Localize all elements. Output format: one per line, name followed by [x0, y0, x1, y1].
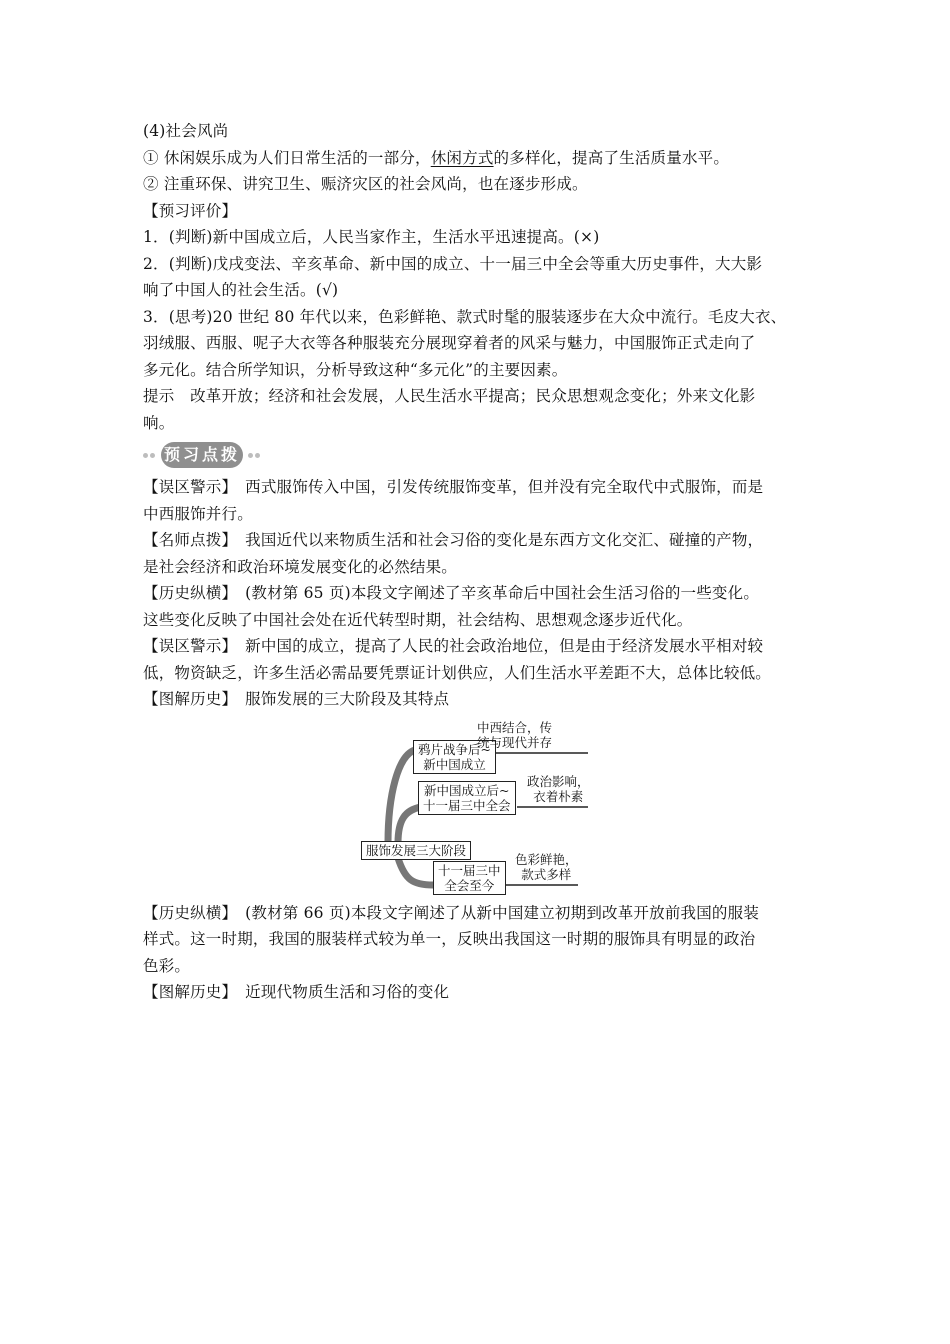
question-3-line-1: 3．(思考)20 世纪 80 年代以来，色彩鲜艳、款式时髦的服装逐步在大众中流行。毛皮大衣、	[143, 307, 787, 326]
document-page	[143, 118, 823, 1006]
root-label: 服饰发展三大阶段	[366, 842, 467, 858]
note-3-line-1: 【历史纵横】 (教材第 65 页)本段文字阐述了辛亥革命后中国社会生活习俗的一些变化。	[143, 584, 760, 602]
hint-line-2: 响。	[143, 413, 175, 432]
feature-1-line-1: 中西结合，传	[477, 719, 553, 735]
stage-3-node	[433, 861, 506, 895]
question-2-line-2: 响了中国人的社会生活。(√)	[143, 281, 339, 299]
stage-1-line-2: 新中国成立	[423, 756, 486, 772]
question-1: 1．(判断)新中国成立后，人民当家作主，生活水平迅速提高。(×)	[143, 228, 600, 246]
feature-3-line-1: 色彩鲜艳，	[515, 851, 578, 867]
feature-2-line-1: 政治影响，	[527, 773, 590, 789]
item1-text-pre: ① 休闲娱乐成为人们日常生活的一部分，	[143, 148, 431, 167]
feature-3-line-2: 款式多样	[521, 866, 572, 882]
dots-right-icon	[248, 453, 260, 459]
feature-2-note	[527, 774, 590, 804]
question-3-line-3: 多元化。结合所学知识，分析导致这种“多元化”的主要因素。	[143, 360, 568, 379]
note-1-line-1: 【误区警示】 西式服饰传入中国，引发传统服饰变革，但并没有完全取代中式服饰，而是	[143, 478, 764, 496]
clothing-stages-diagram	[143, 715, 823, 900]
note-1-line-2: 中西服饰并行。	[143, 504, 253, 523]
note-2-line-1: 【名师点拨】 我国近代以来物质生活和社会习俗的变化是东西方文化交汇、碰撞的产物，	[143, 531, 764, 549]
underlined-term: 休闲方式	[430, 148, 494, 167]
item1-text-post: 的多样化，提高了生活质量水平。	[493, 148, 730, 167]
banner-label: 预习点拨	[161, 442, 243, 468]
feature-3-note	[515, 852, 578, 882]
feature-1-note	[477, 720, 552, 750]
history-note-line-2: 样式。这一时期，我国的服装样式较为单一，反映出我国这一时期的服饰具有明显的政治	[143, 930, 756, 948]
stage-2-line-1: 新中国成立后~	[424, 782, 510, 798]
note-4-line-2: 低，物资缺乏，许多生活必需品要凭票证计划供应，人们生活水平差距不大，总体比较低。	[143, 663, 772, 682]
stage-3-line-2: 全会至今	[444, 877, 495, 893]
question-2-line-1: 2．(判断)戊戌变法、辛亥革命、新中国的成立、十一届三中全会等重大历史事件，大大影	[143, 254, 763, 273]
stage-3-line-1: 十一届三中	[438, 862, 501, 878]
hint-line-1: 提示 改革开放；经济和社会发展，人民生活水平提高；民众思想观念变化；外来文化影	[143, 387, 756, 405]
history-note-line-1: 【历史纵横】 (教材第 66 页)本段文字阐述了从新中国建立初期到改革开放前我国的服装	[143, 903, 760, 922]
feature-1-line-2: 统与现代并存	[477, 734, 553, 750]
section-item-1	[143, 145, 823, 172]
history-note-line-3: 色彩。	[143, 956, 191, 975]
stage-2-node	[418, 781, 516, 815]
stage-1-line-1: 鸦片战争后~	[418, 741, 491, 757]
note-4-line-1: 【误区警示】 新中国的成立，提高了人民的社会政治地位，但是由于经济发展水平相对较	[143, 637, 764, 655]
section-item-2: ② 注重环保、讲究卫生、赈济灾区的社会风尚，也在逐步形成。	[143, 175, 588, 193]
section-banner	[143, 440, 823, 472]
stage-2-line-2: 十一届三中全会	[423, 797, 511, 813]
section-heading: (4)社会风尚	[143, 122, 229, 140]
preview-eval-heading: 【预习评价】	[143, 201, 238, 220]
dots-left-icon	[143, 453, 155, 459]
diagram-title: 【图解历史】 服饰发展的三大阶段及其特点	[143, 690, 450, 708]
feature-2-line-2: 衣着朴素	[533, 788, 584, 804]
diagram-root-node	[361, 841, 471, 860]
question-3-line-2: 羽绒服、西服、呢子大衣等各种服装充分展现穿着者的风采与魅力，中国服饰正式走向了	[143, 334, 756, 352]
final-heading: 【图解历史】 近现代物质生活和习俗的变化	[143, 983, 450, 1001]
note-2-line-2: 是社会经济和政治环境发展变化的必然结果。	[143, 557, 458, 576]
note-3-line-2: 这些变化反映了中国社会处在近代转型时期，社会结构、思想观念逐步近代化。	[143, 610, 693, 629]
